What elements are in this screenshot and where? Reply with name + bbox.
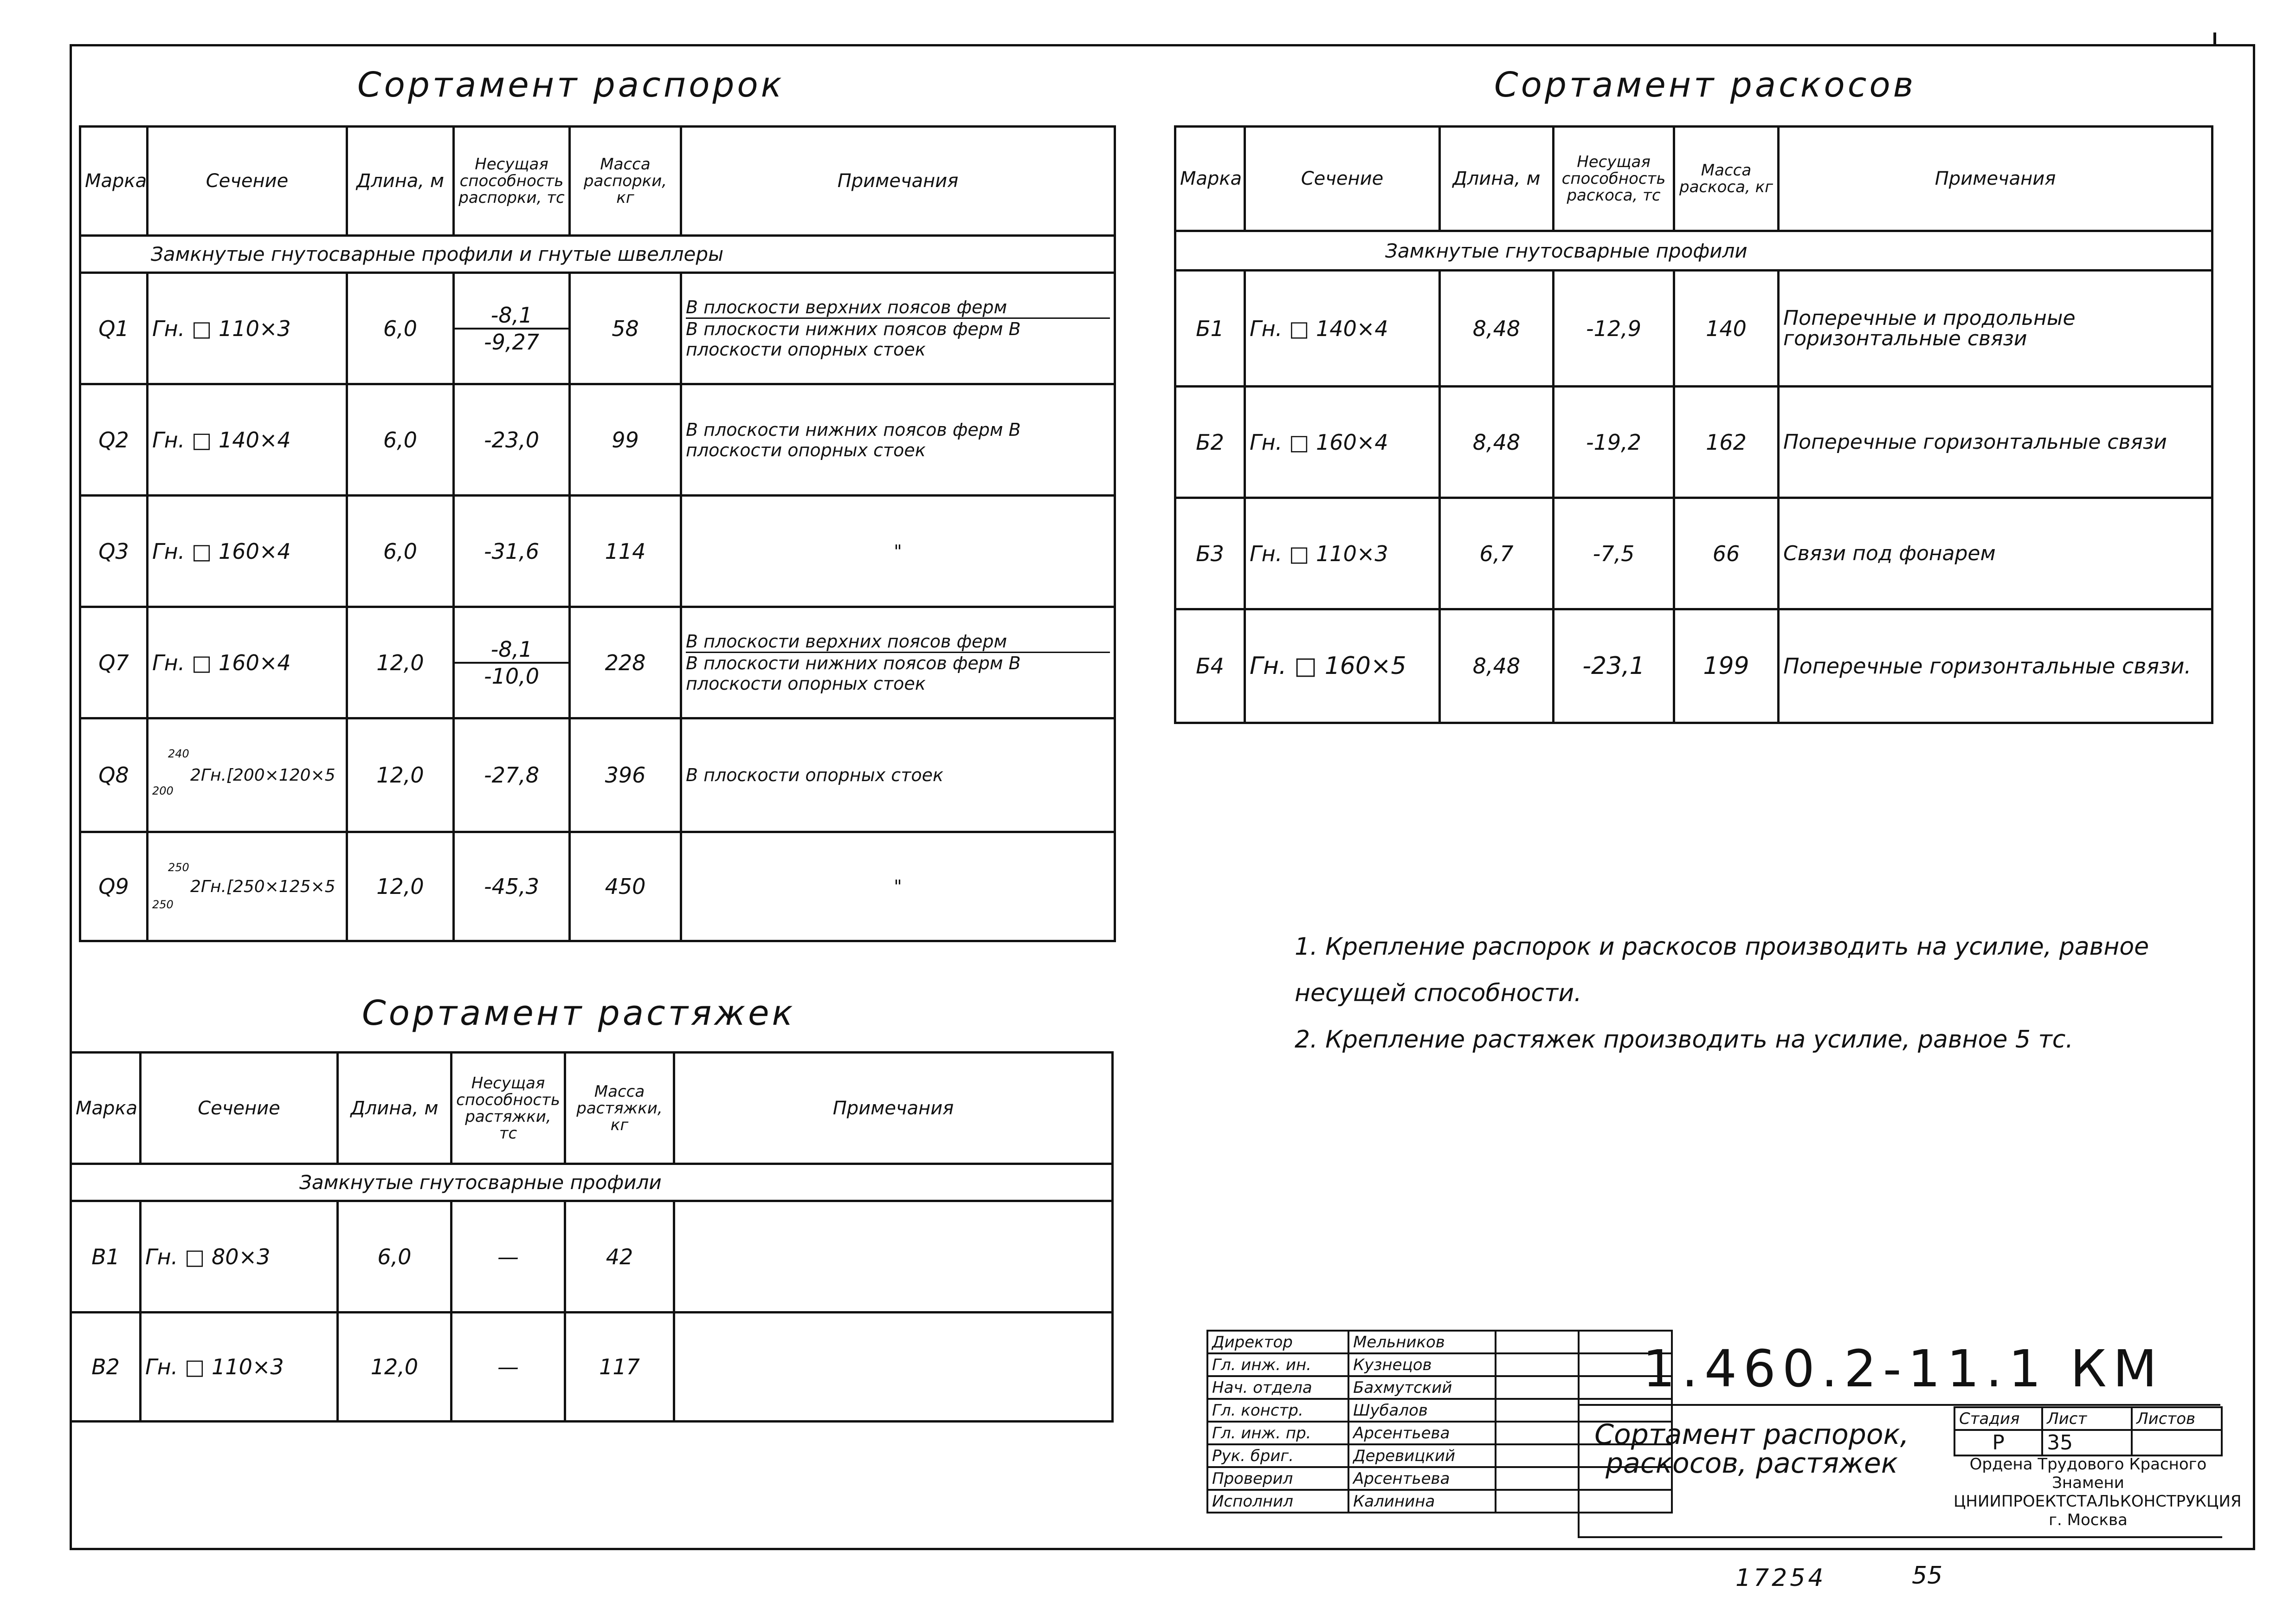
section-text: 2Гн.[200×120×5 xyxy=(190,765,335,785)
row-mass: 66 xyxy=(1674,498,1779,609)
row-note-2: В плоскости нижних поясов ферм В плоскости опорных стоек xyxy=(686,319,1021,360)
row-mass: 117 xyxy=(565,1313,674,1422)
row-section: Гн. □ 140×4 xyxy=(1245,271,1440,387)
row-capacity: -12,9 xyxy=(1554,271,1674,387)
role: Директор xyxy=(1207,1331,1348,1353)
braces-header-section: Сечение xyxy=(1245,127,1440,231)
row-section: Гн. □ 110×3 xyxy=(1245,498,1440,609)
braces-header-mass: Масса раскоса, кг xyxy=(1674,127,1779,231)
spacers-group: Замкнутые гнутосварные профили и гнутые швеллеры xyxy=(80,236,1115,273)
spacers-header-notes: Примечания xyxy=(681,127,1115,236)
name: Калинина xyxy=(1348,1490,1496,1513)
row-mass: 450 xyxy=(570,832,681,941)
row-section: Гн. □ 160×4 xyxy=(148,496,347,607)
sheets-value xyxy=(2132,1430,2222,1455)
spacers-title: Сортамент распорок xyxy=(357,65,785,105)
table-row xyxy=(80,384,1115,496)
stage-table xyxy=(1954,1406,2223,1456)
spacers-table xyxy=(79,125,1116,942)
org-line: ЦНИИПРОЕКТСТАЛЬКОНСТРУКЦИЯ xyxy=(1954,1492,2242,1511)
table-row xyxy=(80,718,1115,832)
ties-table xyxy=(70,1051,1114,1423)
row-mass: 58 xyxy=(570,273,681,384)
row-capacity: — xyxy=(451,1313,565,1422)
row-mark: Q2 xyxy=(80,384,148,496)
row-mark: Q3 xyxy=(80,496,148,607)
row-section: Гн. □ 160×4 xyxy=(1245,387,1440,498)
row-capacity-2: -10,0 xyxy=(455,662,568,689)
braces-header-mark: Марка xyxy=(1175,127,1245,231)
row-note-2: В плоскости нижних поясов ферм В плоскости опорных стоек xyxy=(686,653,1021,694)
spacers-header-mark: Марка xyxy=(80,127,148,236)
ties-group: Замкнутые гнутосварные профили xyxy=(71,1164,1113,1201)
row-note-1: В плоскости верхних поясов ферм xyxy=(686,631,1110,653)
spacers-header-length: Длина, м xyxy=(347,127,454,236)
row-note-1: В плоскости нижних поясов ферм В плоскости опорных стоек xyxy=(681,384,1115,496)
row-length: 12,0 xyxy=(347,607,454,718)
ties-header-mass: Масса растяжки, кг xyxy=(565,1053,674,1164)
row-mass: 99 xyxy=(570,384,681,496)
row-capacity-1: -8,1 xyxy=(490,302,533,328)
stage-value: Р xyxy=(1954,1430,2042,1455)
row-section xyxy=(148,832,347,941)
ties-header-capacity: Несущая способность растяжки, тс xyxy=(451,1053,565,1164)
table-row xyxy=(80,496,1115,607)
dim-label: 200 xyxy=(152,784,174,797)
role: Нач. отдела xyxy=(1207,1376,1348,1399)
row-capacity: -23,1 xyxy=(1554,609,1674,723)
row-mass: 396 xyxy=(570,718,681,832)
spacers-header-capacity: Несущая способность распорки, тс xyxy=(454,127,570,236)
name: Кузнецов xyxy=(1348,1353,1496,1376)
row-note: Поперечные горизонтальные связи. xyxy=(1779,609,2212,723)
row-section: Гн. □ 80×3 xyxy=(141,1201,338,1313)
row-capacity-1: -27,8 xyxy=(454,718,570,832)
row-mark: Q8 xyxy=(80,718,148,832)
row-mass: 162 xyxy=(1674,387,1779,498)
row-capacity: -19,2 xyxy=(1554,387,1674,498)
row-note-1: " xyxy=(681,496,1115,607)
row-mass: 228 xyxy=(570,607,681,718)
row-note-1: В плоскости опорных стоек xyxy=(681,718,1115,832)
row-length: 6,0 xyxy=(347,273,454,384)
note-2: 2. Крепление растяжек производить на усилие, равное 5 тс. xyxy=(1295,1026,2073,1054)
ties-header-section: Сечение xyxy=(141,1053,338,1164)
row-mark: Q1 xyxy=(80,273,148,384)
name: Бахмутский xyxy=(1348,1376,1496,1399)
row-length: 12,0 xyxy=(347,718,454,832)
braces-header-length: Длина, м xyxy=(1440,127,1554,231)
row-length: 6,0 xyxy=(338,1201,451,1313)
row-length: 6,0 xyxy=(347,496,454,607)
table-row xyxy=(80,832,1115,941)
table-row xyxy=(1175,609,2212,723)
role: Гл. констр. xyxy=(1207,1399,1348,1422)
drawing-title: Сортамент распорок, раскосов, растяжек xyxy=(1594,1418,1909,1480)
spacers-header-mass: Масса распорки, кг xyxy=(570,127,681,236)
ties-header-length: Длина, м xyxy=(338,1053,451,1164)
row-note-1: В плоскости верхних поясов ферм xyxy=(686,297,1110,319)
row-capacity-1: -31,6 xyxy=(454,496,570,607)
dim-label: 250 xyxy=(152,898,174,911)
row-mark: Б4 xyxy=(1175,609,1245,723)
dim-label: 240 xyxy=(168,747,189,760)
row-mark: В2 xyxy=(71,1313,141,1422)
table-row xyxy=(71,1201,1113,1313)
table-row xyxy=(71,1313,1113,1422)
stage-label: Стадия xyxy=(1954,1407,2042,1430)
org-line: Ордена Трудового Красного Знамени xyxy=(1969,1455,2207,1492)
row-note-1: " xyxy=(681,832,1115,941)
row-length: 8,48 xyxy=(1440,387,1554,498)
note-1: 1. Крепление распорок и раскосов производить на усилие, равное несущей способности. xyxy=(1295,933,2149,1007)
table-row xyxy=(1175,387,2212,498)
row-length: 12,0 xyxy=(338,1313,451,1422)
row-length: 6,7 xyxy=(1440,498,1554,609)
row-length: 12,0 xyxy=(347,832,454,941)
row-section xyxy=(148,718,347,832)
organization xyxy=(1954,1455,2242,1529)
row-section: Гн. □ 140×4 xyxy=(148,384,347,496)
drawing-code: 1.460.2-11.1 КМ xyxy=(1643,1339,2164,1398)
row-capacity: -7,5 xyxy=(1554,498,1674,609)
row-section: Гн. □ 110×3 xyxy=(141,1313,338,1422)
role: Гл. инж. ин. xyxy=(1207,1353,1348,1376)
table-row xyxy=(1175,271,2212,387)
ties-header-mark: Марка xyxy=(71,1053,141,1164)
row-note: Поперечные и продольные горизонтальные связи xyxy=(1779,271,2212,387)
inventory-number: 17254 xyxy=(1735,1564,1826,1592)
role: Проверил xyxy=(1207,1467,1348,1490)
general-notes xyxy=(1295,924,2176,1063)
name: Шубалов xyxy=(1348,1399,1496,1422)
sheet-value: 35 xyxy=(2042,1430,2132,1455)
row-note: Поперечные горизонтальные связи xyxy=(1779,387,2212,498)
ties-title: Сортамент растяжек xyxy=(362,993,796,1033)
braces-header-notes: Примечания xyxy=(1779,127,2212,231)
role: Рук. бриг. xyxy=(1207,1444,1348,1467)
braces-title: Сортамент раскосов xyxy=(1494,65,1916,105)
table-row xyxy=(80,273,1115,384)
name: Мельников xyxy=(1348,1331,1496,1353)
row-note: Связи под фонарем xyxy=(1779,498,2212,609)
org-line: г. Москва xyxy=(2049,1511,2128,1529)
braces-table xyxy=(1174,125,2213,724)
row-length: 8,48 xyxy=(1440,271,1554,387)
name: Арсентьева xyxy=(1348,1467,1496,1490)
row-mark: Б2 xyxy=(1175,387,1245,498)
row-note xyxy=(674,1201,1113,1313)
row-capacity-1: -45,3 xyxy=(454,832,570,941)
row-mark: Q7 xyxy=(80,607,148,718)
row-capacity-2: -9,27 xyxy=(455,328,568,355)
table-row xyxy=(1175,498,2212,609)
row-mass: 42 xyxy=(565,1201,674,1313)
row-section: Гн. □ 110×3 xyxy=(148,273,347,384)
sheet-label: Лист xyxy=(2042,1407,2132,1430)
name: Арсентьева xyxy=(1348,1422,1496,1444)
section-text: 2Гн.[250×125×5 xyxy=(190,877,335,896)
row-capacity: — xyxy=(451,1201,565,1313)
row-mass: 199 xyxy=(1674,609,1779,723)
row-section: Гн. □ 160×5 xyxy=(1245,609,1440,723)
role: Гл. инж. пр. xyxy=(1207,1422,1348,1444)
ties-header-notes: Примечания xyxy=(674,1053,1113,1164)
row-mark: В1 xyxy=(71,1201,141,1313)
row-section: Гн. □ 160×4 xyxy=(148,607,347,718)
row-mass: 114 xyxy=(570,496,681,607)
row-length: 6,0 xyxy=(347,384,454,496)
braces-group: Замкнутые гнутосварные профили xyxy=(1175,231,2212,271)
row-mark: Б1 xyxy=(1175,271,1245,387)
spacers-header-section: Сечение xyxy=(148,127,347,236)
table-row xyxy=(80,607,1115,718)
row-mass: 140 xyxy=(1674,271,1779,387)
row-mark: Q9 xyxy=(80,832,148,941)
row-note xyxy=(674,1313,1113,1422)
row-length: 8,48 xyxy=(1440,609,1554,723)
dim-label: 250 xyxy=(168,861,189,874)
row-capacity-1: -8,1 xyxy=(490,636,533,662)
row-mark: Б3 xyxy=(1175,498,1245,609)
stamp-divider xyxy=(1578,1404,2220,1406)
role: Исполнил xyxy=(1207,1490,1348,1513)
name: Деревицкий xyxy=(1348,1444,1496,1467)
sheets-label: Листов xyxy=(2132,1407,2222,1430)
braces-header-capacity: Несущая способность раскоса, тс xyxy=(1554,127,1674,231)
page-number: 55 xyxy=(1912,1562,1943,1590)
row-capacity-1: -23,0 xyxy=(454,384,570,496)
